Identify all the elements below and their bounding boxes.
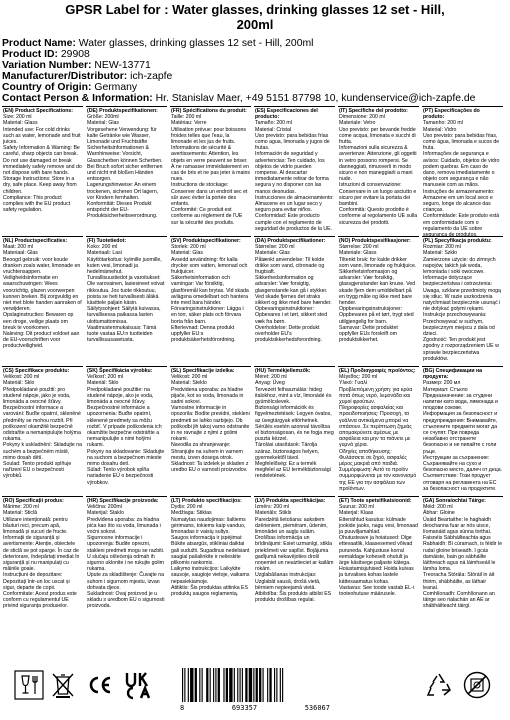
footer [0,656,510,720]
spec-cell-line: Storlek: 200 ml [171,244,206,251]
spec-cell-line: Tervezett felhasználás: hideg italokhoz, mint a víz, limonádé és gyümölcslevek. [255,386,332,406]
ean-digit-first: 8 [180,704,185,712]
barcode-bar [234,668,235,702]
barcode-bar [206,668,208,702]
barcode-bar [213,668,214,702]
spec-cell [254,107,335,235]
ean-digits-right: 536067 [304,704,330,712]
spec-cell-line: Compliance: This product complies with the EU product safety regulation. [3,194,71,214]
spec-cell-heading: (SL) Specifikacije izdelka: [171,368,235,374]
spec-cell-line: Naleving: Dit product voldoet aan de EU-voorschriften voor productveiligheid. [3,331,80,350]
spec-cell-line: Konformität: Dieses Produkt entspricht der EU-Produktsicherheitsverordnung. [87,201,158,220]
spec-cell-line: Veiligheidsinformatie en waarschuwingen: Wees voorzichtig, glazen voorwerpen kunnen breken. Bij zorgvuldig en niet met blote handen aanraken of verwijderen. [3,275,82,313]
spec-cell-band [422,496,503,626]
spec-cell-line: Material: Sticlă [3,510,38,517]
spec-cell-line: Tamanho: 200 ml [423,120,463,127]
spec-cell-line: Zamierzone użycie: do zimnych napojów, takich jak woda, lemoniada i soki owocowe. [423,256,496,276]
spec-cell-line: Predvidena uporaba: za hladne pijače, kot so voda, limonada in sadni sokovi. [171,386,244,406]
spec-cell-line: Informacje dotyczące bezpieczeństwa i ostrzeżenia: Uwaga, szklane przedmioty mogą się stłuc. W razie uszkodzenia natychmiast bezpiecznie usunąć i nie dotykać gołymi rękami. [423,275,501,313]
spec-cell [2,367,83,495]
language-grid [2,106,508,626]
spec-cell-line: Størrelse: 200 ml [255,244,295,251]
spec-cell [422,237,503,365]
barcode-bar [190,668,193,702]
spec-cell [338,237,419,365]
spec-cell-line: Μέγεθος: 200 ml [339,374,378,381]
spec-cell-heading: (NL) Productspecificaties: [3,238,68,244]
spec-cell-line: Sigurnosne informacije i upozorenja: Budite oprezni, stakleni predmeti mogu se razbiti. U slučaju oštećenja odmah ih sigurno uklonite i ne rukujte golim rukama. [87,535,165,573]
spec-cell-line: Material: Steklo [171,380,207,387]
barcode-bar [276,668,277,702]
spec-cell [338,497,419,625]
spec-cell-line: Dimensione: 200 ml [339,114,385,121]
spec-cell-line: Uso previsto: per bevande fredde come acqua, limonata e succhi di frutta. [339,126,416,146]
spec-cell-heading: (ES) Especificaciones del producto: [255,108,318,121]
spec-cell-line: Megfelelőség: Ez a termék megfelel az EU termékbiztonsági rendeletének. [255,461,331,480]
spec-cell-line: Istruzioni di conservazione: Conservare in un luogo asciutto e sicuro per evitare la portata dei bambini. [339,182,417,208]
spec-cell-heading: (FR) Spécifications du produit: [171,108,247,114]
spec-cell-line: Méid: 200 ml [423,504,453,511]
spec-cell-heading: (LV) Produkta specifikācijas: [255,498,326,504]
spec-cell-heading: (ET) Toote spetsifikatsioonid: [339,498,412,504]
spec-cell-line: Pokyny k uskladnění: Skladujte na suchém a bezpečném místě, mimo dosah dětí. [3,442,83,461]
spec-cell-heading: (LT) Produkto specifikacijos: [171,498,242,504]
spec-cell-line: Hoiustamisjuhised: Hoida kuivas ja turvalises kohas lastele kättesaamatus kohas. [339,566,414,585]
spec-cell-line: Informations de sécurité & avertissements: Attention, les objets en verre peuvent se briser. À ne ramasser immédiatement en cas de bris et ne pas jeter à mains nues. [171,145,251,183]
product-info [0,38,510,104]
spec-cell-line: Opbevaringsinstruktioner: Opbevares i et tørt, sikkert sted væk fra børn. [255,306,328,325]
barcode-bar [240,668,241,702]
spec-cell-line: Συμμόρφωση: Αυτό το προϊόν συμμορφώνεται με τον κανονισμό της ΕΕ για την ασφάλεια των προϊόντων. [339,467,417,492]
barcode-bar [182,668,183,702]
spec-cell-band [254,366,335,496]
spec-cell-heading: (IT) Specifiche del prodotto: [339,108,408,114]
spec-cell-line: Veličina: 200ml [87,504,122,511]
spec-cell-heading: (DE) Produktspezifikationen: [87,108,158,114]
spec-cell-line: Material: Glas [171,250,203,257]
spec-cell-band [170,496,251,626]
wine-glass-fork-icon [14,670,44,700]
barcode-bar [253,668,254,702]
spec-cell-line: Sikkerhetsinformasjon og advarsler: Vær forsiktig, glassgjenstander kan knuse. Ved skade fjern dem umiddelbart på en trygg måte og ikke med bare hender. [339,269,416,307]
spec-cell [2,497,83,625]
ean-barcode [180,668,330,708]
spec-cell-line: Uso previsto: para bebidas frias, como água, limonada e sucos de fruta. [423,132,500,152]
spec-cell-band [2,236,83,366]
spec-cell-line: Instrucțiuni de depozitare: Depozitați într-un loc uscat și sigur, departe de copii. [3,572,70,591]
spec-cell-heading: (EN) Product Specifications: [3,108,74,114]
spec-cell-line: Dydis: 200 ml [171,504,203,511]
spec-cell-line: Sukladnost: Ovaj proizvod je u skladu s uredbom EU o sigurnosti proizvoda. [87,591,165,610]
spec-cell-line: Skladnost: Ta izdelek je skladen z uredbo EU o varnosti proizvodov. [171,461,249,474]
spec-cell-line: Sicherheitsinformationen & Warnhinweise: Vorsicht, Glasscherben können Scherben. Bei Bruch sofort sicher entfernen und nicht mit bloßen Händen entsorgen. [87,145,163,183]
spec-cell-line: Izmērs: 200 ml [255,504,290,511]
spec-cell-line: Tárolási utasítások: Tárolja száraz, biztonságos helyen, gyermekektől távol. [255,442,320,461]
spec-cell-line: Størrelse: 200 ml [339,244,379,251]
spec-cell-line: Mărime: 200 ml [3,504,39,511]
spec-cell-line: Conformidade: Este produto está em conformidade com o regulamento da UE sobre segurança de produtos. [423,213,500,239]
barcode-bar [210,668,211,702]
spec-cell-band [254,496,335,626]
barcode-bar [269,668,271,702]
spec-cell-line: Informații de siguranță și avertismente: Atenție, obiectele de sticlă se pot sparge. În caz de deteriorare, îndepărtați imediat în siguranță și nu manipulați cu mâinile goale. [3,535,80,573]
spec-cell-line: Προβλεπόμενη χρήση: για κρύα ποτά όπως νερό, λεμονάδα και χυμοί φρούτων. [339,386,413,406]
spec-cell-band [86,106,167,236]
spec-cell-line: Informazioni sulla sicurezza & avvertenze: Attenzione, gli oggetti in vetro possono rompersi. Se danneggiati, rimuoverli in modo sicuro e non maneggiarli a mani nude. [339,145,417,183]
barcode-bar [242,668,243,702]
spec-cell-line: Utilizare intenționată: pentru băuturi reci, precum apă, limonadă și sucuri de fructe. [3,516,68,536]
barcode-bar [199,668,200,702]
info-row: Manufacturer/Distributor: ich-zapfe [2,71,173,82]
spec-cell-heading: (SK) Špecifikácia výrobku: [87,368,153,374]
spec-cell [2,237,83,365]
info-row: Variation Number: NEW-13771 [2,60,151,71]
spec-cell-line: Suurus: 200 ml [339,504,374,511]
spec-cell-line: Conformité: Ce produit est conforme au règlement de l'UE sur la sécurité des produits. [171,207,243,226]
spec-cell-band [2,106,83,236]
spec-cell [254,497,335,625]
spec-cell-line: Turvallisuustiedot ja varoitukset: Ole varovainen, lasiesineet voivat rikkoutua. Jos tuote rikkoutuu, poista se heti turvallisesti äläkä käsittele paljain käsin. [87,275,165,307]
spec-cell [170,237,251,365]
spec-cell-band [170,236,251,366]
info-row: Product Name: Water glasses, drinking glasses 12 set - Hill, 200ml [2,38,314,49]
spec-cell-line: Säilytysohjeet: Säilytä kuivassa, turvallisessa paikassa lasten ulottumattomissa. [87,306,161,325]
spec-cell-line: Biztonsági információk és figyelmeztetések: Legyen óvatos, az üvegtárgyak eltörhetnek. Sérülés esetén azonnal távolítsa el biztonságosan, és ne fogja meg puszta kézzel. [255,405,334,443]
barcode-bar [274,668,275,702]
spec-cell [86,497,167,625]
spec-cell-line: Информация за безопасност и предупреждения: Внимавайте, стъклените предмети могат да се счупят. При повреда незабавно отстранете безопасно и не пипайте с голи ръце. [423,411,498,455]
spec-cell-heading: (DA) Produktspecifikationer: [255,238,326,244]
barcode-bar [259,668,261,702]
spec-cell [422,107,503,239]
spec-cell-band [422,366,503,496]
spec-cell-line: Materiale: Vetro [339,120,376,127]
spec-cell-line: Rozmiar: 200 ml [423,244,461,251]
ean-digits-left: 693357 [231,704,258,712]
barcode-bar [249,668,252,702]
spec-cell-line: Ábhar: Gloine [423,510,455,517]
title-line-1: GPSR Label for : Water glasses, drinking glasses 12 set - Hill, [65,2,445,17]
spec-cell-line: Opslaginstructies: Bewaren op een droge, veilige plaats om breuk te voorkomen. [3,312,74,331]
barcode-bar [184,668,185,702]
spec-cell-heading: (PT) Especificações do produto: [423,108,480,121]
spec-cell-line: Materijal: Staklo [87,510,124,517]
spec-cell-line: Ettenähtud kasutus: külmade jookide jaoks, nagu vesi, limonaad ja puuviljamahlad. [339,516,419,536]
spec-cell-line: Sikkerhedsinformation og advarsler: Vær forsigtig, glasgenstande kan gå i stykker. Ved skade fjernes det straks sikkert og ikke med bare hænder. [255,275,332,307]
no-dishwasher-icon [462,670,492,700]
spec-cell-line: Conformidad: Este producto cumple con el reglamento de seguridad de productos de la UE. [255,213,332,232]
spec-cell-line: Οδηγίες αποθήκευσης: Φυλάσσετε σε ξηρό, ασφαλές μέρος μακριά από παιδιά. [339,448,407,468]
spec-cell-line: Πληροφορίες ασφαλείας και προειδοποιήσεις: Προσοχή, τα γυάλινα αντικείμενα μπορεί να σπάσουν. Σε περίπτωση ζημιάς απομακρύνετε αμέσως με ασφάλεια και μην τα πιάνετε με γυμνά χέρια. [339,405,412,449]
spec-cell-line: Instrukcje przechowywania: Przechowywać w suchym, bezpiecznym miejscu z dala od dzieci. [423,312,495,338]
spec-cell-band [2,366,83,496]
spec-cell-line: Materiál: Sklo [87,380,119,387]
spec-cell [338,107,419,235]
spec-cell-line: Material: Glass [3,120,38,127]
spec-cell-line: Vaatimustenmukaisuus: Tämä tuote vastaa EU:n tuotteiden turvallisuusasetusta. [87,324,157,344]
spec-cell-line: Maat: 200 ml [3,244,33,251]
barcode-bar [218,668,220,702]
spec-cell-line: Avsedd användning: för kalla drycker som vatten, lemonad och fruktjuicer. [171,256,248,276]
spec-cell-line: Oppbevaringsinstruksjoner: Oppbevares på et tørt, trygt sted utilgjengelig for barn. [339,306,414,325]
title-line-2: 200ml [236,17,274,32]
spec-cell-line: Anyag: Üveg [255,380,285,387]
barcode-bar [229,668,232,702]
spec-cell [422,497,503,625]
spec-cell-line: Bezpečnostní informace a varování: Buďte opatrní, skleněné předměty se mohou rozbít. Při poškození okamžitě bezpečně odstraňte a nemanipulujte holýma rukama. [3,405,81,443]
spec-cell-line: Información de seguridad y advertencias: Ten cuidado, los objetos de vidrio pueden romperse. Al descartar inmediatamente retirar de forma segura y no disponer con las manos desnudas. [255,151,329,195]
spec-cell-line: Vastavus: See toode vastab EL-i tooteohutuse määrusele. [339,584,414,598]
spec-cell-band [338,496,419,626]
spec-cell-line: Материал: Стъкло [423,386,468,393]
spec-cell-line: Съответствие: Този продукт отговаря на регламента на ЕС за безопасност на продуктите. [423,473,497,492]
spec-cell-line: Tamaño: 200 ml [255,120,292,127]
spec-cell-line: Predviđena uporaba: za hladna pića kao što su voda, limunada i voćni sokovi. [87,516,161,536]
spec-cell-line: Materiāls: Stikls [255,510,292,517]
spec-cell [254,367,335,495]
spec-cell-line: Informações de segurança e avisos: Cuidado, objetos de vidro podem quebrar. Em caso de dano, remova imediatamente o objeto com segurança e não manuseie com as mãos. [423,151,500,189]
spec-cell-line: Navodila za shranjevanje: Shranjujte na suhem in varnem mestu, izven dosega otrok. [171,442,243,461]
spec-cell-line: Υλικό: Γυαλί [339,380,367,387]
spec-cell-line: Safety Information & Warning: Be careful, sharp objects can break. Do not use damaged or break immediately safely remove and do not dispose with bare hands. [3,145,82,177]
spec-cell-heading: (RO) Specificații produs: [3,498,64,504]
spec-cell-line: Uso previsto: para bebidas frías como agua, limonada y jugos de frutas. [255,132,330,152]
spec-cell [338,367,419,495]
spec-cell-line: Materiál: Sklo [3,380,35,387]
spec-cell-line: Zgodność: Ten produkt jest zgodny z rozporządzeniem UE w sprawie bezpieczeństwa produktów. [423,337,499,362]
spec-cell-line: Materjal: Klaas [339,510,374,517]
spec-cell-line: Material: Vidro [423,126,457,133]
spec-cell-line: Předpokládané použití: pro studené nápoje, jako je voda, limonáda a ovocné šťávy. [3,386,71,406]
spec-cell [254,237,335,365]
spec-cell-line: Saugos informacija ir įspėjimai: Būkite atsargūs, stikliniai daiktai gali sudužti. Sugadinus nedelsiant saugiai pašalinkite ir nelieskite plikomis rankomis. [171,535,250,567]
spec-cell-line: Taille: 200 ml [171,114,202,121]
spec-cell-line: Pokyny na skladovanie: Skladujte na suchom a bezpečnom mieste mimo dosahu detí. [87,448,165,468]
spec-cell-band [86,366,167,496]
spec-cell [86,237,167,365]
spec-cell-heading: (HR) Specifikacije proizvoda: [87,498,159,504]
ukca-mark-icon [124,670,158,700]
spec-cell-line: Numatytas naudojimas: šaltiems gėrimams, tokiems kaip vanduo, limonadas ir vaisių sultys. [171,516,246,536]
spec-cell [170,107,251,235]
spec-cell-line: Medžiaga: Stiklas [171,510,212,517]
spec-cell-line: Größe: 200ml [87,114,119,121]
spec-cell-line: Atbilstība: Šis produkts atbilst ES produktu drošības regulai. [255,591,332,604]
spec-cell-line: Samsvar: Dette produktet oppfyller EUs forskrift om produktsikkerhet. [339,324,398,344]
spec-cell-line: Material: Glas [87,120,119,127]
barcode-bar [215,668,216,702]
ce-mark-icon [84,670,114,700]
spec-cell-line: Bezpečnostné informácie a upozornenia: Buďte opatrní, sklenené predmety sa môžu rozbiť. V prípade poškodenia ich okamžite bezpečne odstráňte a nemanipulujte s nimi holými rukami. [87,405,162,449]
barcode-bar [226,668,228,702]
spec-cell-band [338,236,419,366]
spec-cell-line: Súlad: Tento výrobok spĺňa nariadenie EÚ o bezpečnosti výrobkov. [87,467,154,486]
spec-cell-band [2,496,83,626]
spec-cell-line: Storage Instructions: Store in a dry, safe place. Keep away from children. [3,176,77,195]
spec-cell-line: Uzglabāšanas instrukcijas: Uzglabāt sausā, drošā vietā, bērniem nepieejamā vietā. [255,572,321,591]
spec-cell-line: Påtænkt anvendelse: Til kolde drikke som vand, citronade og frugtsaft. [255,256,325,276]
spec-cell-line: Käyttötarkoitus: kylmille juomille, kuten vesi, limonadi ja hedelmämehut. [87,256,162,276]
spec-cell-heading: (CS) Specifikace produktu: [3,368,70,374]
spec-cell-heading: (SV) Produktspecifikationer: [171,238,241,244]
spec-cell-line: Material: Cristal [255,126,292,133]
barcode-bar [282,668,283,702]
barcode-bar [267,668,268,702]
spec-cell-band [86,236,167,366]
info-row: Country of Origin: Germany [2,82,138,93]
spec-cell-line: Treoracha Stórála: Stóráil in áit thirim, shábháilte, as láthair leanaí. [423,572,495,591]
info-row: Contact Person & Information: Hr. Stanislav Maer, +49 5151 87798 10, kundenservice@ich-zapfe.de [2,93,476,104]
spec-cell-heading: (NO) Produktspesifikasjoner: [339,238,411,244]
spec-cell [422,367,503,495]
spec-cell-heading: (GA) Sonraíochtaí Táirge: [423,498,486,504]
spec-cell-band [170,366,251,496]
spec-cell-band [86,496,167,626]
spec-cell-line: Инструкции за съхранение: Съхранявайте на сухо и безопасно място, далеч от деца. [423,454,503,474]
spec-cell-line: Paredzētā lietošana: aukstiem dzērieniem, piemēram, ūdenim, limonādei un augļu sulām. [255,516,328,536]
spec-cell-line: Faisnéis Sábháilteachta agus Rabhaidh: Bí cúramach, is féidir le rudaí gloine briseadh. I gcás damáiste, bain go sábháilte láithreach agus ná láimhseáil le lámha loma. [423,535,503,573]
spec-cell [86,367,167,495]
spec-cell-line: Úsáid Beartaithe: le haghaidh deochanna fuar ar nós uisce, líomanáid agus súnna torthaí. [423,516,492,536]
spec-cell-line: Laikymo instrukcijos: Laikykite sausoje, saugioje vietoje, vaikams nepasiekiamoje. [171,566,250,585]
spec-cell-line: Utilisation prévue: pour boissons froides telles que l'eau, la limonade et les jus de fruits. [171,126,246,146]
spec-cell-line: Méret: 200 ml [255,374,287,381]
spec-cell-band [338,366,419,496]
spec-cell-line: Vorgesehene Verwendung: für kalte Getränke wie Wasser, Limonade und Fruchtsäfte [87,126,157,146]
spec-cell [86,107,167,235]
spec-cell-line: Efterlevnad: Denna produkt uppfyller EU:s produktsäkerhetsförordning. [171,324,236,344]
spec-cell-band [254,106,335,236]
spec-cell-band [422,106,503,239]
barcode-bar [263,668,264,702]
spec-cell-heading: (EL) Προδιαγραφές προϊόντος: [339,368,416,374]
spec-cell-line: Upute za skladištenje: Čuvajte na suhom i sigurnom mjestu, izvan dohvata djece. [87,572,164,591]
recycle-icon [424,670,454,700]
spec-cell-line: Soulad: Tento produkt splňuje nařízení EU o bezpečnosti výrobků. [3,461,72,480]
spec-cell-band [254,236,335,366]
spec-cell-line: Size: 200 ml [3,114,32,121]
spec-cell-heading: (HU) Termékjellemzők: [255,368,311,374]
barcode-bar [202,668,203,702]
ean-digits [180,704,330,712]
spec-cell-line: Veľkosť: 200 ml [87,374,124,381]
spec-cell-line: Materiał: Szkło [423,250,458,257]
barcode-bar [245,668,247,702]
spec-cell-line: Förvaringsinstruktioner: Lägga i en torr, säker plats och förvara borta från barn. [171,306,244,325]
spec-cell-line: Размер: 200 мл [423,380,461,387]
spec-cell-line: Atitiktis: Šis produktas atitinka ES produktų saugos reglamentą. [171,584,248,598]
spec-cell-line: Lagerungshinweise: An einem trockenen, sicheren Ort lagern, vor Kindern fernhalten. [87,182,159,201]
spec-cell-line: Materiale: Glas [255,250,290,257]
spec-cell-line: Comhlíonadh: Comhlíonann an táirge seo rialachán an AE ar shábháilteacht táirgí. [423,591,495,610]
spec-cell-heading: (PL) Specyfikacja produktu: [423,238,492,244]
spec-cell-line: Velikost: 200 ml [171,374,208,381]
barcode-bar [237,668,238,702]
weee-bin-icon [48,670,78,700]
spec-cell-line: Predpokladané použitie: na studené nápoje, ako je voda, limonáda a ovocné šťavy. [87,386,154,406]
spec-cell-line: Conformitate: Acest produs este conform cu regulamentul UE privind siguranța produselor. [3,591,77,610]
info-row: Product ID: 29908 [2,49,90,60]
barcode-bar [188,668,189,702]
spec-cell-line: Conformità: Questo prodotto è conforme al regolamento UE sulla sicurezza dei prodotti. [339,207,418,226]
spec-cell-line: Säkerhetsinformation och varningar: Var försiktig, glasföremål kan brytas. Vid skada avlägsna omedelbart och hantera inte med bara händer. [171,275,249,307]
spec-cell-line: Materiaal: Glas [3,250,38,257]
barcode-bar [195,668,197,702]
spec-cell-line: Overholdelse: Dette produkt overholder EU's produktsikkerhedsforordning. [255,324,322,344]
spec-cell-line: Velikost: 200 ml [3,374,40,381]
spec-cell-band [422,236,503,366]
spec-cell [170,497,251,625]
label-title [0,0,510,32]
spec-cell-line: Intended use: For cold drinks such as water, lemonade and fruit juices. [3,126,81,146]
barcode-bar [256,668,258,702]
spec-cell-line: Ohutusteave ja hoiatused: Olge ettevaatlik, klaasesemed võivad puruneda. Kahjustuse korral eemaldage koheselt ohutult ja ärge käsitsege paljaste kätega. [339,535,413,567]
spec-cell [2,107,83,235]
spec-cell-line: Matériau: Verre [171,120,207,127]
spec-cell-line: Предназначение: за студени напитки като вода, лимонада и плодови сокове. [423,392,498,412]
spec-cell-line: Materiaali: Lasi [87,250,122,257]
spec-cell-line: Tiltenkt bruk: for kalde drikker som vann, limonade og fruktjuice. [339,256,417,269]
spec-cell-heading: (BG) Спецификации на продукта: [423,368,483,381]
spec-cell-line: Instructions de stockage: Conserver dans un endroit sec et sûr avec éviter la portée des enfants. [171,182,248,208]
spec-cell-band [170,106,251,236]
spec-cell-heading: (FI) Tuotetiedot: [87,238,127,244]
spec-cell-line: Drošības informācija un brīdinājumi: Esiet uzmanīgi, stikla priekšmeti var saplīst. Bojājuma gadījumā nekavējoties droši noņemiet un neaiztieciet ar kailām rokām. [255,535,334,573]
spec-cell-line: Instrucciones de almacenamiento: Almacene en un lugar seco y seguro para evitar niños. [255,194,334,214]
spec-cell-line: Koko: 200 ml [87,244,118,251]
spec-cell-line: Materiale: Glass [339,250,377,257]
barcode-bar [223,668,224,702]
barcode-bar [280,668,281,702]
spec-cell-band [338,106,419,236]
spec-cell [170,367,251,495]
spec-cell-line: Beoogd gebruik: voor koude dranken zoals water, limonade en vruchtensappen. [3,256,81,276]
spec-cell-line: Varnostne informacije in opozorila: Bodite previdni, stekleni predmeti se lahko razbijejo. Ob poškodbi jih takoj varno odstranite in ne ravnajte z njimi z golimi rokami. [171,405,250,443]
spec-cell-line: Instruções de armazenamento: Armazene em um local seco e seguro, longe do alcance das crianças. [423,188,495,214]
